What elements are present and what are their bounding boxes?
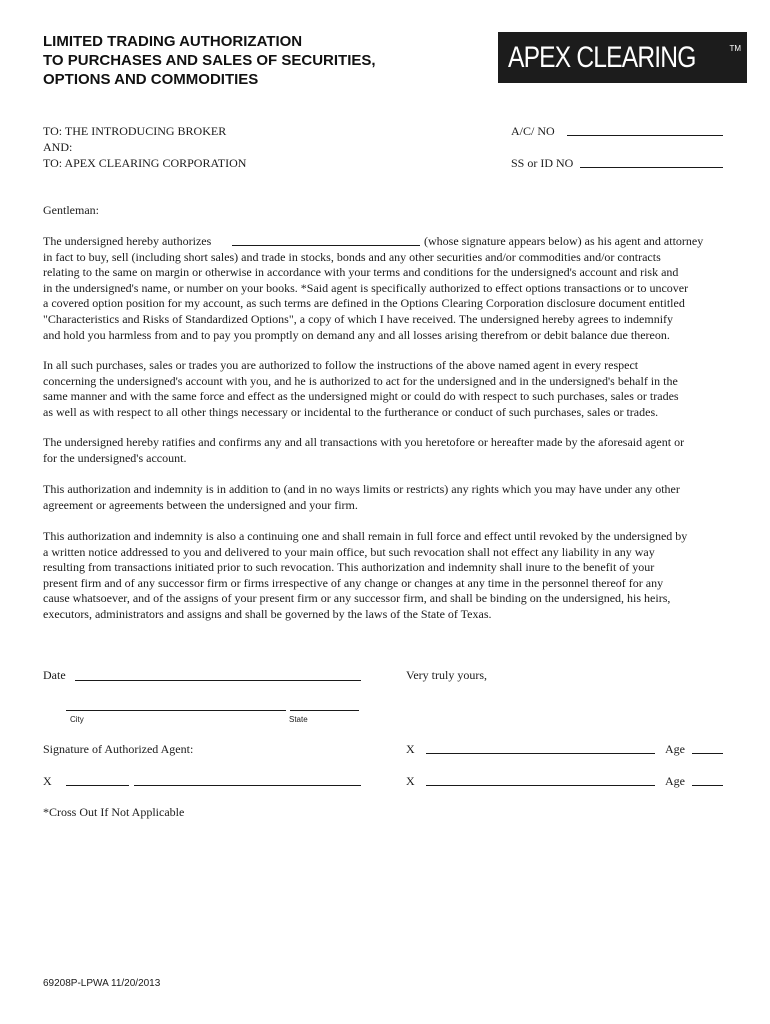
city-field[interactable]	[66, 710, 286, 711]
logo-trademark: TM	[729, 44, 741, 53]
title-line-3: OPTIONS AND COMMODITIES	[43, 71, 259, 88]
para2-line: as well as with respect to all other things necessary or incidental to the furtherance or conduct of such purchases, sales or trades.	[43, 404, 659, 419]
age-field-1[interactable]	[692, 753, 723, 754]
closing-text: Very truly yours,	[406, 668, 487, 682]
age-label-1: Age	[665, 742, 685, 756]
client-signature-x-2: X	[406, 774, 415, 788]
para1-suffix: (whose signature appears below) as his agent and attorney	[424, 234, 704, 248]
paragraph-3	[43, 435, 723, 466]
client-signature-field-2[interactable]	[426, 785, 655, 786]
age-field-2[interactable]	[692, 785, 723, 786]
para5-line: This authorization and indemnity is also a continuing one and shall remain in full force and effect until revoked by the undersigned by	[43, 529, 688, 543]
para1-line: relating to the same on margin or otherwise in accordance with your terms and conditions for the undersigned's account and risk and	[43, 265, 679, 280]
account-number-field[interactable]	[567, 135, 723, 136]
para2-line: In all such purchases, sales or trades you are authorized to follow the instructions of the above named agent in every respect	[43, 358, 639, 372]
para5-line: present firm and of any successor firm or firms irrespective of any change or changes at any time in the personnel thereof for any	[43, 575, 664, 590]
agent-initial-field[interactable]	[66, 785, 129, 786]
paragraph-2	[43, 358, 723, 420]
and-label: AND:	[43, 140, 73, 154]
para4-line: This authorization and indemnity is in addition to (and in no ways limits or restricts) any rights which you may have under any other	[43, 482, 680, 496]
form-id: 69208P-LPWA 11/20/2013	[43, 978, 161, 989]
date-label: Date	[43, 668, 66, 682]
apex-clearing-logo	[498, 32, 747, 83]
ss-id-field[interactable]	[580, 167, 723, 168]
logo-text: APEX CLEARING	[508, 41, 696, 74]
para5-line: resulting from transactions initiated prior to such revocation. This authorization and indemnity shall inure to the benefit of your	[43, 560, 655, 575]
paragraph-4	[43, 482, 723, 513]
para5-line: executors, administrators and assigns and shall be governed by the laws of the State of Texas.	[43, 606, 492, 621]
account-number-label: A/C/ NO	[511, 124, 555, 138]
para1-line: in the undersigned's name, or number on your books. *Said agent is specifically authorized to effect options transactions or to uncover	[43, 280, 689, 295]
para1-prefix: The undersigned hereby authorizes	[43, 234, 212, 248]
agent-signature-x: X	[43, 774, 52, 788]
to-introducing-broker: TO: THE INTRODUCING BROKER	[43, 124, 227, 138]
to-apex-clearing: TO: APEX CLEARING CORPORATION	[43, 156, 247, 170]
title-line-2: TO PURCHASES AND SALES OF SECURITIES,	[43, 52, 376, 69]
para3-line: for the undersigned's account.	[43, 450, 187, 465]
para1-line: and hold you harmless from and to pay you promptly on demand any and all losses arising therefrom or debit balance due thereon.	[43, 327, 670, 342]
para3-line: The undersigned hereby ratifies and confirms any and all transactions with you heretofore or hereafter made by the aforesaid agent or	[43, 435, 685, 449]
para2-line: concerning the undersigned's account with you, and he is authorized to act for the undersigned and in the undersigned's behalf in the	[43, 373, 678, 388]
paragraph-1	[43, 250, 723, 344]
age-label-2: Age	[665, 774, 685, 788]
para2-line: same manner and with the same force and effect as the undersigned might or could do with respect to such purchases, sales or trades	[43, 389, 679, 404]
date-field[interactable]	[75, 680, 361, 681]
agent-name-field[interactable]	[232, 245, 420, 246]
agent-signature-label: Signature of Authorized Agent:	[43, 742, 194, 756]
form-title	[43, 32, 473, 89]
ss-id-label: SS or ID NO	[511, 156, 574, 170]
para4-line: agreement or agreements between the undersigned and your firm.	[43, 497, 358, 512]
agent-signature-field[interactable]	[134, 785, 361, 786]
para1-line: a covered option position for my account, as such terms are defined in the Options Clearing Corporation disclosure document entitled	[43, 296, 685, 311]
client-signature-x-1: X	[406, 742, 415, 756]
city-label: City	[70, 715, 84, 724]
client-signature-field-1[interactable]	[426, 753, 655, 754]
salutation: Gentleman:	[43, 203, 99, 217]
para5-line: a written notice addressed to you and delivered to your main office, but such revocation shall not effect any liability in any way	[43, 544, 655, 559]
para1-line: in fact to buy, sell (including short sales) and trade in stocks, bonds and any other securities and/or commodities and/or contracts	[43, 249, 661, 264]
state-label: State	[289, 715, 308, 724]
footnote: *Cross Out If Not Applicable	[43, 805, 185, 819]
title-line-1: LIMITED TRADING AUTHORIZATION	[43, 33, 303, 50]
paragraph-5	[43, 529, 723, 623]
para1-line: "Characteristics and Risks of Standardized Options", a copy of which I have received. The undersigned hereby agrees to indemnify	[43, 311, 674, 326]
para5-line: cause whatsoever, and of the assigns of your present firm or any successor firm, and shall be binding on the undersigned, his heirs,	[43, 591, 671, 606]
state-field[interactable]	[290, 710, 359, 711]
